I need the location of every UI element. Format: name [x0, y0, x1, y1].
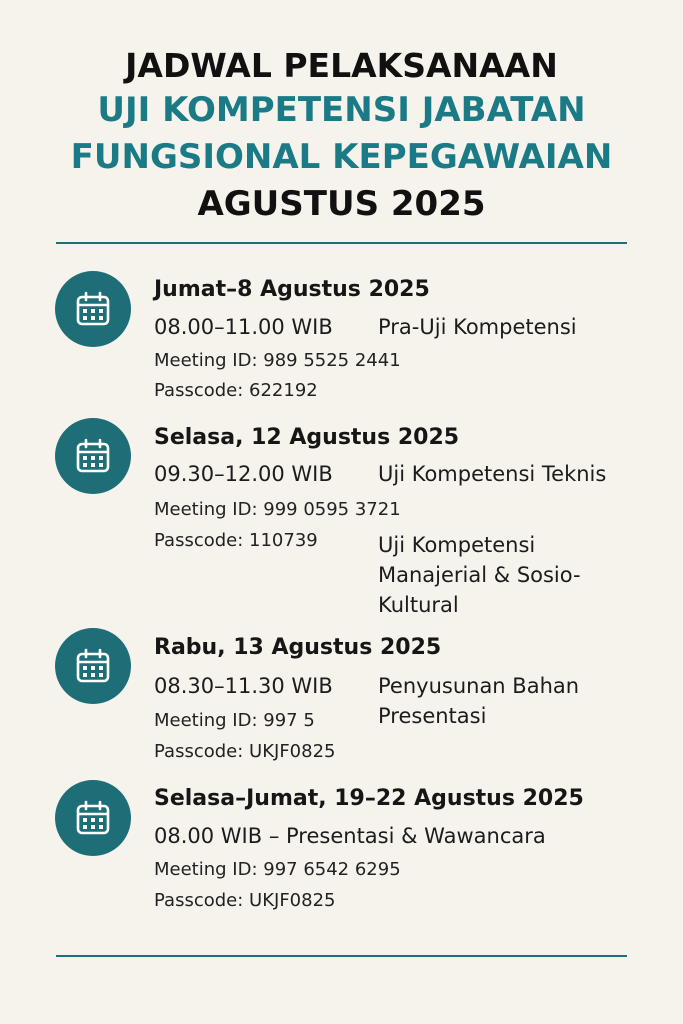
- entry-2-activity2-line3: Kultural: [378, 593, 459, 617]
- calendar-icon: [55, 628, 131, 704]
- entry-2-activity2-line1: Uji Kompetensi: [378, 533, 536, 557]
- page-title-line3: FUNGSIONAL KEPEGAWAIAN: [70, 137, 613, 177]
- calendar-icon: [55, 780, 131, 856]
- entry-3-time: 08.30–11.30 WIB: [154, 674, 333, 698]
- entry-1-passcode: Passcode: 622192: [154, 380, 318, 401]
- calendar-icon: [55, 418, 131, 494]
- entry-1-date: Jumat–8 Agustus 2025: [154, 277, 430, 302]
- entry-4-passcode: Passcode: UKJF0825: [154, 890, 336, 911]
- entry-3-activity-line1: Penyusunan Bahan: [378, 674, 580, 698]
- entry-1-activity: Pra-Uji Kompetensi: [378, 315, 577, 339]
- entry-4-time-activity: 08.00 WIB – Presentasi & Wawancara: [154, 824, 546, 848]
- entry-2-meeting-id: Meeting ID: 999 0595 3721: [154, 499, 401, 520]
- page-title-line2: UJI KOMPETENSI JABATAN: [97, 90, 586, 130]
- entry-4-meeting-id: Meeting ID: 997 6542 6295: [154, 859, 401, 880]
- entry-2-activity: Uji Kompetensi Teknis: [378, 462, 607, 486]
- page-title-line1: JADWAL PELAKSANAAN: [125, 46, 558, 85]
- entry-2-date: Selasa, 12 Agustus 2025: [154, 425, 460, 450]
- entry-3-passcode: Passcode: UKJF0825: [154, 741, 336, 762]
- entry-2-time: 09.30–12.00 WIB: [154, 462, 333, 486]
- entry-3-meeting-id: Meeting ID: 997 5: [154, 710, 315, 731]
- calendar-icon: [55, 271, 131, 347]
- entry-2-passcode: Passcode: 110739: [154, 530, 318, 551]
- entry-2-activity2-line2: Manajerial & Sosio-: [378, 563, 581, 587]
- page-title-line4: AGUSTUS 2025: [197, 184, 486, 224]
- entry-3-activity-line2: Presentasi: [378, 704, 487, 728]
- bottom-divider: [56, 955, 627, 957]
- entry-1-time: 08.00–11.00 WIB: [154, 315, 333, 339]
- entry-3-date: Rabu, 13 Agustus 2025: [154, 635, 442, 660]
- entry-4-date: Selasa–Jumat, 19–22 Agustus 2025: [154, 786, 584, 811]
- top-divider: [56, 242, 627, 244]
- entry-1-meeting-id: Meeting ID: 989 5525 2441: [154, 350, 401, 371]
